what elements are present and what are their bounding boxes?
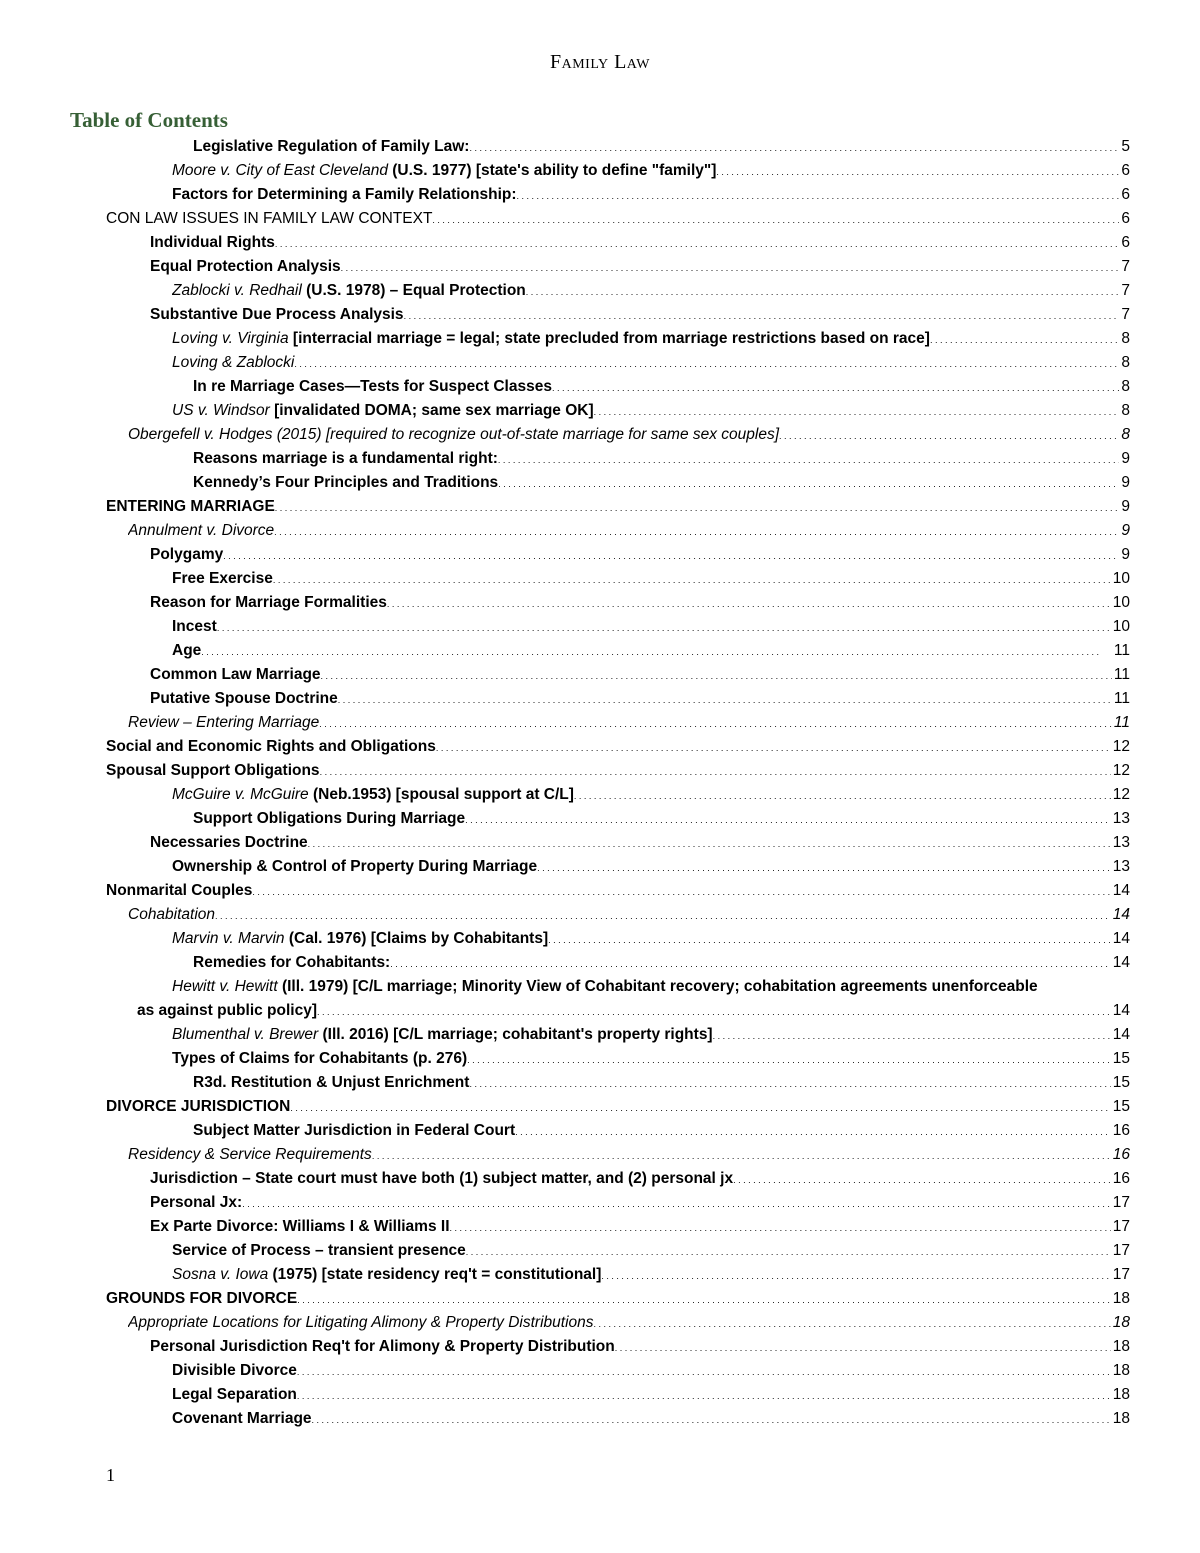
toc-entry-title [172,855,537,879]
dot-leader [317,999,1111,1023]
entry-text: Obergefell v. Hodges (2015) [required to recognize out-of-state marriage for same sex couples] [128,426,780,443]
entry-text: Reason for Marriage Formalities [150,594,387,611]
toc-title: Table of Contents [70,108,228,132]
toc-page-number: 16 [1112,1170,1130,1187]
toc-entry-title [172,1383,297,1407]
toc-page-number: 15 [1112,1098,1130,1115]
dot-leader [217,615,1111,639]
toc-entry[interactable] [172,1263,1130,1287]
dot-leader [498,471,1119,495]
entry-text: Common Law Marriage [150,666,321,683]
dot-leader [223,543,1119,567]
toc-entry-title [172,1239,466,1263]
dot-leader [201,639,1112,663]
toc-page-number: 15 [1112,1074,1130,1091]
dot-leader [469,135,1119,159]
toc-entry-title [150,687,338,711]
toc-entry-title [193,1119,515,1143]
toc-entry[interactable] [128,903,1130,927]
toc-entry[interactable] [172,783,1130,807]
toc-entry-title [106,207,432,231]
entry-text: Kennedy’s Four Principles and Traditions [193,474,499,491]
entry-text: Legislative Regulation of Family Law: [193,138,470,155]
toc-entry-title [172,159,716,183]
entry-text: Substantive Due Process Analysis [150,306,404,323]
toc-page-number: 9 [1121,522,1130,539]
entry-text: Residency & Service Requirements [128,1146,372,1163]
toc-entry[interactable] [172,351,1130,375]
dot-leader [297,1383,1111,1407]
entry-text: Equal Protection Analysis [150,258,341,275]
toc-entry[interactable] [193,375,1130,399]
toc-entry-title [172,327,930,351]
toc-entry-title [172,1407,312,1431]
dot-leader [290,1095,1110,1119]
entry-text: Age [172,642,202,659]
dot-leader [537,855,1111,879]
toc-page-number: 8 [1121,378,1130,395]
toc-entry-title [172,927,548,951]
toc-page-number: 11 [1113,642,1130,659]
entry-text: [interracial marriage = legal; state precluded from marriage restrictions based on race] [288,330,930,347]
toc-page-number: 14 [1112,930,1130,947]
dot-leader [594,1311,1111,1335]
toc-page-number: 14 [1112,1002,1130,1019]
toc-entry-title [150,591,387,615]
toc-entry[interactable] [128,519,1130,543]
dot-leader [404,303,1120,327]
toc-page-number: 7 [1121,282,1130,299]
dot-leader [390,951,1111,975]
entry-text: Necessaries Doctrine [150,834,308,851]
toc-entry[interactable] [150,663,1130,687]
toc-page-number: 13 [1112,810,1130,827]
toc-entry[interactable] [150,303,1130,327]
entry-text: DIVORCE JURISDICTION [106,1098,291,1115]
entry-text: Putative Spouse Doctrine [150,690,338,707]
toc-entry-title [128,1143,372,1167]
dot-leader [930,327,1119,351]
toc-entry-title [150,543,223,567]
toc-entry-title [172,783,574,807]
toc-entry[interactable] [150,687,1130,711]
dot-leader [215,903,1111,927]
toc-entry-title [150,1335,615,1359]
entry-text: (U.S. 1977) [state's ability to define "family"] [387,162,717,179]
entry-text: Individual Rights [150,234,275,251]
toc-page-number: 18 [1112,1314,1130,1331]
toc-entry-title [172,279,526,303]
dot-leader [515,1119,1111,1143]
dot-leader [469,1071,1110,1095]
dot-leader [465,807,1111,831]
toc-entry[interactable] [128,1311,1130,1335]
entry-text: Free Exercise [172,570,273,587]
toc-entry[interactable] [172,927,1130,951]
dot-leader [273,567,1111,591]
toc-entry-title [106,1095,290,1119]
toc-page-number: 13 [1112,858,1130,875]
case-name: Zablocki v. Redhail [172,282,302,299]
toc-entry[interactable] [172,279,1130,303]
running-header: Family Law [549,51,651,73]
toc-entry-title [106,879,252,903]
toc-entry-title [172,399,594,423]
toc-page-number: 17 [1112,1242,1130,1259]
dot-leader [467,1047,1111,1071]
dot-leader [713,1023,1111,1047]
toc-entry-title [172,1359,297,1383]
toc-page-number: 17 [1112,1194,1130,1211]
dot-leader [274,519,1119,543]
case-name: Blumenthal v. Brewer [172,1026,319,1043]
toc-page-number: 11 [1113,666,1130,683]
dot-leader [321,663,1112,687]
dot-leader [275,495,1120,519]
entry-text: Incest [172,618,217,635]
dot-leader [252,879,1110,903]
toc-page-number: 6 [1121,210,1130,227]
toc-entry-title [193,807,465,831]
toc-page-number: 18 [1112,1338,1130,1355]
toc-entry-title [150,663,321,687]
entry-text: (Ill. 1979) [C/L marriage; Minority View of Cohabitant recovery; cohabitation agreements unenforceable [277,978,1038,995]
dot-leader [338,687,1112,711]
toc-page-number: 15 [1112,1050,1130,1067]
toc-entry[interactable] [150,231,1130,255]
entry-text: GROUNDS FOR DIVORCE [106,1290,298,1307]
toc-entry[interactable] [150,1335,1130,1359]
entry-text: (Cal. 1976) [Claims by Cohabitants] [284,930,549,947]
toc-entry-title [193,951,390,975]
toc-page-number: 12 [1112,786,1130,803]
toc-entry[interactable] [172,399,1130,423]
dot-leader [297,1359,1111,1383]
entry-text: Review – Entering Marriage [128,714,320,731]
entry-text: Nonmarital Couples [106,882,253,899]
dot-leader [526,279,1120,303]
toc-entry[interactable] [106,759,1130,783]
entry-text: (Ill. 2016) [C/L marriage; cohabitant's property rights] [318,1026,713,1043]
toc-page-number: 13 [1112,834,1130,851]
entry-text: as against public policy] [137,1002,318,1019]
entry-text: Subject Matter Jurisdiction in Federal Court [193,1122,516,1139]
toc-entry[interactable] [172,183,1130,207]
toc-page-number: 7 [1121,306,1130,323]
toc-page-number: 9 [1121,474,1130,491]
toc-page-number: 14 [1112,1026,1130,1043]
toc-entry[interactable] [172,567,1130,591]
toc-page-number: 17 [1112,1218,1130,1235]
toc-entry-wrapped-line[interactable] [172,975,1130,999]
dot-leader [548,927,1111,951]
toc-entry-title [150,831,308,855]
toc-entry[interactable] [172,615,1130,639]
dot-leader [552,375,1119,399]
toc-entry[interactable] [106,495,1130,519]
toc-entry[interactable] [172,1047,1130,1071]
toc-entry[interactable] [172,1383,1130,1407]
entry-text: Divisible Divorce [172,1362,297,1379]
toc-page-number: 14 [1112,882,1130,899]
toc-page-number: 8 [1121,426,1130,443]
toc-entry[interactable] [193,471,1130,495]
entry-text: Types of Claims for Cohabitants (p. 276) [172,1050,468,1067]
toc-entry[interactable] [128,423,1130,447]
toc-entry[interactable] [172,1239,1130,1263]
toc-entry[interactable] [193,807,1130,831]
toc-entry-title [150,1191,242,1215]
dot-leader [312,1407,1111,1431]
dot-leader [615,1335,1111,1359]
toc-entry[interactable] [193,447,1130,471]
toc-entry-title [150,255,341,279]
entry-text: Cohabitation [128,906,216,923]
toc-page-number: 17 [1112,1266,1130,1283]
toc-entry-title [172,567,273,591]
dot-leader [275,231,1120,255]
toc-entry-title [106,759,320,783]
toc-page-number: 11 [1113,690,1130,707]
dot-leader [517,183,1120,207]
toc-entry-title [172,1023,713,1047]
entry-text: Legal Separation [172,1386,297,1403]
toc-page-number: 14 [1112,954,1130,971]
entry-text: Covenant Marriage [172,1410,312,1427]
toc-entry[interactable] [172,855,1130,879]
toc-entry[interactable] [150,831,1130,855]
entry-text: Service of Process – transient presence [172,1242,466,1259]
toc-page-number: 10 [1112,618,1130,635]
toc-entry[interactable] [193,135,1130,159]
dot-leader [387,591,1111,615]
entry-text: (U.S. 1978) – Equal Protection [301,282,526,299]
toc-entry-title [150,303,404,327]
toc-entry[interactable] [106,1287,1130,1311]
dot-leader [601,1263,1110,1287]
entry-text: CON LAW ISSUES IN FAMILY LAW CONTEXT [106,210,433,227]
toc-page-number: 6 [1121,234,1130,251]
dot-leader [242,1191,1111,1215]
toc-page-number: 10 [1112,570,1130,587]
toc-page-number: 10 [1112,594,1130,611]
toc-entry-title [172,615,217,639]
toc-page-number: 9 [1121,498,1130,515]
entry-text: R3d. Restitution & Unjust Enrichment [193,1074,470,1091]
toc-entry-title [193,135,469,159]
toc-entry[interactable] [193,1119,1130,1143]
dot-leader [432,207,1119,231]
toc-entry[interactable] [172,1023,1130,1047]
entry-text: Ownership & Control of Property During Marriage [172,858,538,875]
dot-leader [341,255,1120,279]
page-number: 1 [106,1465,115,1485]
entry-text: In re Marriage Cases—Tests for Suspect Classes [193,378,552,395]
case-name: Hewitt v. Hewitt [172,978,278,995]
toc-entry-title [193,375,552,399]
entry-text: Remedies for Cohabitants: [193,954,391,971]
toc-entry-title [193,471,498,495]
toc-entry-title [150,231,275,255]
toc-entry[interactable] [128,1143,1130,1167]
toc-entry-title [172,1047,467,1071]
entry-text: Jurisdiction – State court must have both (1) subject matter, and (2) personal jx [150,1170,734,1187]
toc-entry[interactable] [172,327,1130,351]
dot-leader [308,831,1111,855]
entry-text: Spousal Support Obligations [106,762,320,779]
toc-entry[interactable] [172,159,1130,183]
toc-page-number: 7 [1121,258,1130,275]
case-name: Loving v. Virginia [172,330,289,347]
case-name: Sosna v. Iowa [172,1266,269,1283]
toc-entry-title [128,711,319,735]
toc-entry[interactable] [172,639,1130,663]
toc-entry-title [106,1287,297,1311]
toc-entry[interactable] [106,1095,1130,1119]
toc-page-number: 18 [1112,1410,1130,1427]
toc-page-number: 18 [1112,1362,1130,1379]
dot-leader [294,351,1119,375]
toc-entry[interactable] [106,879,1130,903]
toc-entry[interactable] [172,1407,1130,1431]
toc-page-number: 8 [1121,330,1130,347]
entry-text: Support Obligations During Marriage [193,810,466,827]
toc-entry-title [172,1263,601,1287]
toc-page-number: 8 [1121,354,1130,371]
entry-text: [invalidated DOMA; same sex marriage OK] [269,402,594,419]
toc-page-number: 11 [1113,714,1130,731]
toc-entry-title [128,519,274,543]
toc-entry[interactable] [172,1359,1130,1383]
entry-text: Personal Jurisdiction Req't for Alimony & Property Distribution [150,1338,615,1355]
dot-leader [716,159,1119,183]
toc-page-number: 6 [1121,162,1130,179]
entry-text: Annulment v. Divorce [128,522,275,539]
toc-page-number: 18 [1112,1290,1130,1307]
toc-page-number: 12 [1112,738,1130,755]
entry-text: Factors for Determining a Family Relationship: [172,186,517,203]
toc-page-number: 5 [1121,138,1130,155]
case-name: Loving & Zablocki [172,354,295,371]
toc-entry-title [106,735,436,759]
dot-leader [733,1167,1111,1191]
entry-text: Personal Jx: [150,1194,243,1211]
toc-entry[interactable] [150,255,1130,279]
toc-entry[interactable] [128,711,1130,735]
toc-entry[interactable] [106,735,1130,759]
toc-entry-title [172,183,517,207]
dot-leader [498,447,1119,471]
toc-entry-title [137,999,317,1023]
entry-text: (Neb.1953) [spousal support at C/L] [308,786,574,803]
entry-text: Appropriate Locations for Litigating Alimony & Property Distributions [128,1314,594,1331]
toc-entry-title [193,1071,469,1095]
toc-entry[interactable] [150,1191,1130,1215]
toc-page-number: 12 [1112,762,1130,779]
toc-entry-title [172,351,294,375]
toc-page-number: 6 [1121,186,1130,203]
toc-entry-title [106,495,275,519]
toc-entry[interactable] [106,207,1130,231]
dot-leader [594,399,1120,423]
dot-leader [779,423,1119,447]
toc-entry-title [128,423,779,447]
toc-page-number: 9 [1121,546,1130,563]
toc-entry[interactable] [150,1215,1130,1239]
toc-entry-title [150,1215,450,1239]
dot-leader [297,1287,1111,1311]
toc-entry-title [128,1311,594,1335]
toc-entry-title [128,903,215,927]
entry-text: Polygamy [150,546,224,563]
toc-entry[interactable] [150,591,1130,615]
toc-entry[interactable] [150,1167,1130,1191]
entry-text: ENTERING MARRIAGE [106,498,275,515]
case-name: US v. Windsor [172,402,270,419]
entry-text: (1975) [state residency req't = constitutional] [268,1266,602,1283]
case-name: Marvin v. Marvin [172,930,285,947]
entry-text: Social and Economic Rights and Obligations [106,738,436,755]
toc-entry[interactable] [193,1071,1130,1095]
toc-page-number: 16 [1112,1146,1130,1163]
toc-entry[interactable] [193,951,1130,975]
dot-leader [372,1143,1111,1167]
toc-page-number: 9 [1121,450,1130,467]
toc-page-number: 18 [1112,1386,1130,1403]
toc-entry[interactable] [150,543,1130,567]
toc-entry-title [193,447,498,471]
dot-leader [466,1239,1111,1263]
case-name: McGuire v. McGuire [172,786,309,803]
dot-leader [574,783,1111,807]
dot-leader [450,1215,1111,1239]
dot-leader [319,711,1112,735]
case-name: Moore v. City of East Cleveland [172,162,388,179]
dot-leader [320,759,1111,783]
toc-page-number: 16 [1112,1122,1130,1139]
entry-text: Reasons marriage is a fundamental right: [193,450,498,467]
toc-page-number: 14 [1112,906,1130,923]
toc-entry-title [150,1167,733,1191]
toc-entry-title [172,639,201,663]
toc-entry[interactable] [137,999,1130,1023]
dot-leader [436,735,1111,759]
toc-page-number: 8 [1121,402,1130,419]
entry-text: Ex Parte Divorce: Williams I & Williams II [150,1218,450,1235]
